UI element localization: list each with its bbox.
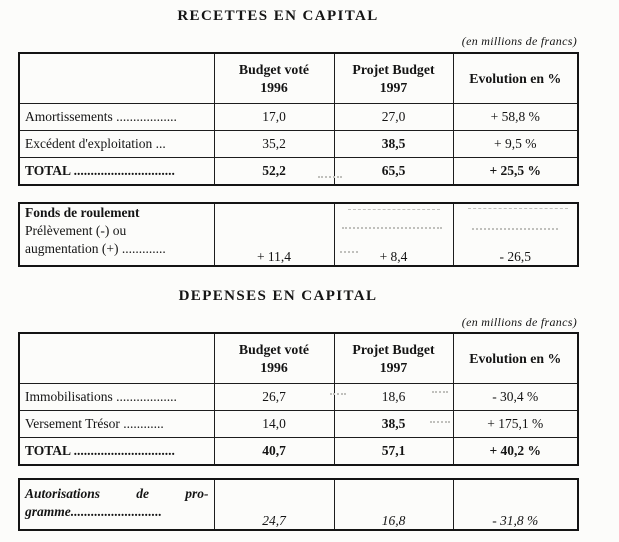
table-row-excedent bbox=[19, 131, 578, 158]
row-label: Excédent d'exploitation ... bbox=[19, 131, 214, 158]
autorisations-label-line1: Autorisations de pro- bbox=[25, 486, 209, 501]
depenses-unit-note: (en millions de francs) bbox=[461, 315, 577, 329]
cell-budget-1996: + 11,4 bbox=[214, 203, 334, 266]
cell-projet-1997: 38,5 bbox=[334, 411, 453, 438]
cell-budget-1996: 40,7 bbox=[214, 438, 334, 466]
cell-evolution: + 40,2 % bbox=[453, 438, 578, 466]
empty-header-cell bbox=[19, 53, 214, 104]
cell-projet-1997: 18,6 bbox=[334, 384, 453, 411]
cell-projet-1997: 57,1 bbox=[334, 438, 453, 466]
header-projet-line2: 1997 bbox=[379, 359, 408, 375]
header-projet-1997 bbox=[334, 53, 453, 104]
fonds-label-title: Fonds de roulement bbox=[25, 205, 140, 220]
header-projet-1997 bbox=[334, 333, 453, 384]
depenses-header-row bbox=[19, 333, 578, 384]
row-label: Versement Trésor ............ bbox=[19, 411, 214, 438]
depenses-table bbox=[18, 332, 579, 466]
row-label: TOTAL .............................. bbox=[19, 438, 214, 466]
recettes-unit-note: (en millions de francs) bbox=[461, 34, 577, 48]
header-budget-line2: 1996 bbox=[260, 359, 288, 375]
row-label: Amortissements .................. bbox=[19, 104, 214, 131]
empty-header-cell bbox=[19, 333, 214, 384]
fonds-label-line1: Prélèvement (-) ou bbox=[25, 223, 127, 239]
row-label: TOTAL .............................. bbox=[19, 158, 214, 186]
cell-projet-1997: + 8,4 bbox=[334, 203, 453, 266]
cell-evolution: + 175,1 % bbox=[453, 411, 578, 438]
cell-projet-1997: 27,0 bbox=[334, 104, 453, 131]
header-evolution: Evolution en % bbox=[453, 53, 578, 104]
cell-budget-1996: 17,0 bbox=[214, 104, 334, 131]
header-budget-line1: Budget voté bbox=[238, 341, 310, 357]
table-row-amortissements bbox=[19, 104, 578, 131]
recettes-table bbox=[18, 52, 579, 186]
cell-evolution: - 30,4 % bbox=[453, 384, 578, 411]
header-projet-line1: Projet Budget bbox=[352, 341, 435, 357]
table-row-total-recettes bbox=[19, 158, 578, 186]
header-budget-line1: Budget voté bbox=[238, 61, 310, 77]
cell-evolution: + 9,5 % bbox=[453, 131, 578, 158]
cell-evolution: - 26,5 bbox=[453, 203, 578, 266]
cell-evolution: + 25,5 % bbox=[453, 158, 578, 186]
fonds-de-roulement-table bbox=[18, 202, 579, 267]
cell-budget-1996: 26,7 bbox=[214, 384, 334, 411]
table-row-versement-tresor bbox=[19, 411, 578, 438]
depenses-title: DEPENSES EN CAPITAL bbox=[178, 288, 378, 304]
header-projet-line2: 1997 bbox=[379, 79, 408, 95]
cell-budget-1996: 52,2 bbox=[214, 158, 334, 186]
cell-budget-1996: 24,7 bbox=[214, 479, 334, 530]
header-budget-line2: 1996 bbox=[260, 79, 288, 95]
cell-evolution: - 31,8 % bbox=[453, 479, 578, 530]
cell-projet-1997: 65,5 bbox=[334, 158, 453, 186]
document-content bbox=[18, 0, 577, 542]
table-row-immobilisations bbox=[19, 384, 578, 411]
recettes-title: RECETTES EN CAPITAL bbox=[177, 8, 379, 24]
autorisations-label-cell bbox=[19, 479, 214, 530]
fonds-label-line2: augmentation (+) ............. bbox=[25, 241, 166, 257]
header-budget-1996 bbox=[214, 333, 334, 384]
recettes-header-row bbox=[19, 53, 578, 104]
autorisations-table bbox=[18, 478, 579, 531]
cell-projet-1997: 38,5 bbox=[334, 131, 453, 158]
cell-budget-1996: 35,2 bbox=[214, 131, 334, 158]
header-evolution: Evolution en % bbox=[453, 333, 578, 384]
row-label: Immobilisations .................. bbox=[19, 384, 214, 411]
fonds-row bbox=[19, 203, 578, 266]
header-projet-line1: Projet Budget bbox=[352, 61, 435, 77]
cell-projet-1997: 16,8 bbox=[334, 479, 453, 530]
autorisations-label-line2: gramme........................... bbox=[25, 504, 162, 520]
autorisations-row bbox=[19, 479, 578, 530]
fonds-label-cell bbox=[19, 203, 214, 266]
table-row-total-depenses bbox=[19, 438, 578, 466]
header-budget-1996 bbox=[214, 53, 334, 104]
cell-budget-1996: 14,0 bbox=[214, 411, 334, 438]
cell-evolution: + 58,8 % bbox=[453, 104, 578, 131]
